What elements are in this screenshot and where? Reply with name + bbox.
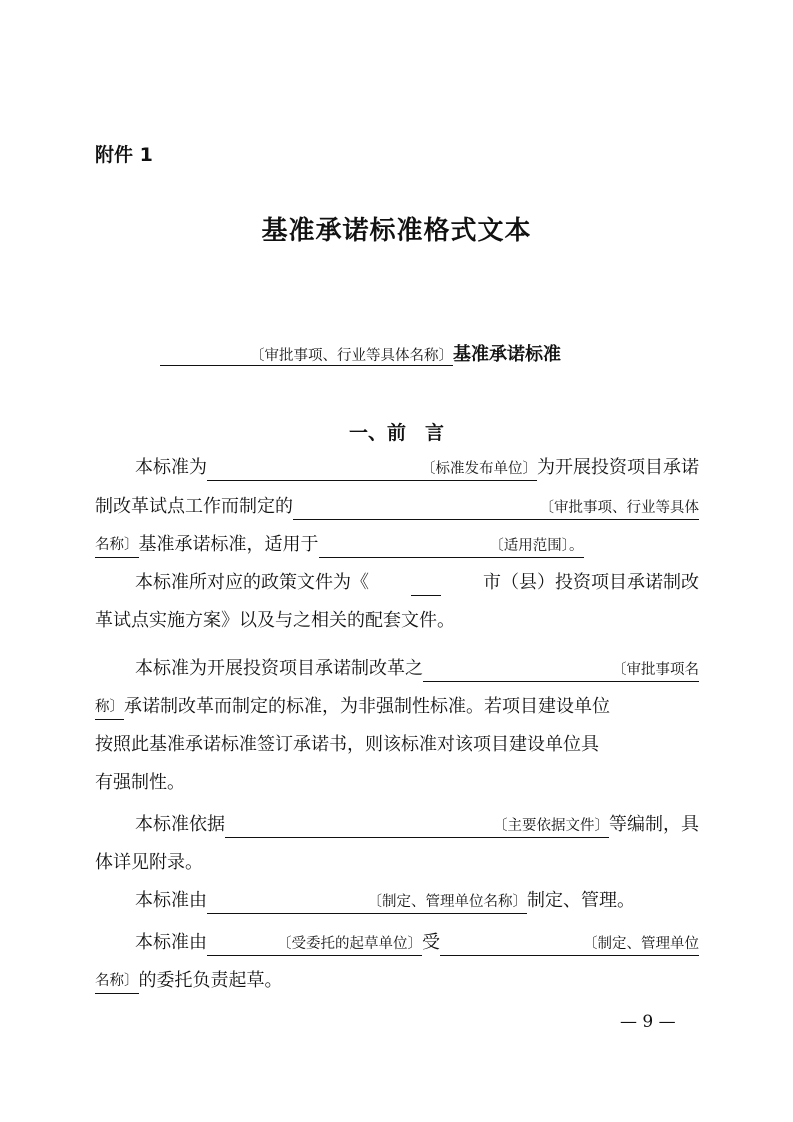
text: 承诺制改革而制定的标准，为非强制性标准。若项目建设单位 [124, 696, 610, 717]
placeholder: 名称〕 [95, 969, 139, 994]
paragraph-line [95, 728, 699, 762]
text: 按照此基准承诺标准签订承诺书，则该标准对该项目建设单位具 [95, 734, 599, 755]
page-number: — 9 — [620, 1012, 676, 1032]
paragraph-line [135, 566, 699, 600]
text: 制改革试点工作而制定的 [95, 496, 293, 517]
section-heading: 一、前 言 [348, 422, 444, 444]
placeholder: 〔适用范围〕。 [319, 533, 584, 558]
text: 制定、管理。 [527, 890, 635, 911]
text: 受 [422, 932, 440, 953]
paragraph-line [135, 926, 699, 960]
document-title: 基准承诺标准格式文本 [261, 216, 532, 246]
placeholder: 〔受委托的起草单位〕 [207, 931, 422, 956]
paragraph-line [135, 652, 699, 686]
placeholder: 〔审批事项、行业等具体 [293, 495, 699, 520]
text: 市（县）投资项目承诺制改 [483, 572, 699, 593]
text: 本标准为 [135, 457, 207, 478]
text: 革试点实施方案》以及与之相关的配套文件。 [95, 610, 455, 631]
paragraph-line [95, 964, 699, 998]
paragraph-line [95, 690, 699, 724]
blank-line [160, 365, 250, 366]
placeholder: 名称〕 [95, 533, 139, 558]
text: 有强制性。 [95, 772, 185, 793]
paragraph-line [135, 808, 699, 842]
placeholder: 〔制定、管理单位名称〕 [207, 889, 527, 914]
text: 本标准依据 [135, 814, 225, 835]
paragraph-line [95, 490, 699, 524]
subtitle-placeholder: 〔审批事项、行业等具体名称〕 [250, 344, 453, 366]
paragraph-line [95, 846, 699, 880]
placeholder: 〔审批事项名 [423, 657, 699, 682]
paragraph-line [135, 451, 699, 485]
text: 的委托负责起草。 [138, 970, 283, 991]
text: 体详见附录。 [95, 852, 203, 873]
paragraph-line [95, 528, 699, 562]
blank-line [411, 571, 441, 596]
placeholder: 〔标准发布单位〕 [207, 456, 537, 481]
placeholder: 〔主要依据文件〕 [225, 813, 609, 838]
text: 为开展投资项目承诺 [537, 457, 699, 478]
subtitle-text: 基准承诺标准 [453, 344, 561, 365]
text: 本标准由 [135, 890, 207, 911]
text: 本标准由 [135, 932, 207, 953]
subtitle [160, 340, 561, 366]
text: 本标准所对应的政策文件为《 [135, 572, 369, 593]
paragraph-line [135, 884, 699, 918]
placeholder: 〔制定、管理单位 [440, 931, 699, 956]
placeholder: 称〕 [95, 695, 124, 720]
text: 等编制，具 [609, 814, 699, 835]
paragraph-line [95, 604, 699, 638]
attachment-label: 附件 1 [95, 144, 153, 166]
text: 基准承诺标准，适用于 [138, 534, 319, 555]
paragraph-line [95, 766, 699, 800]
text: 本标准为开展投资项目承诺制改革之 [135, 658, 423, 679]
